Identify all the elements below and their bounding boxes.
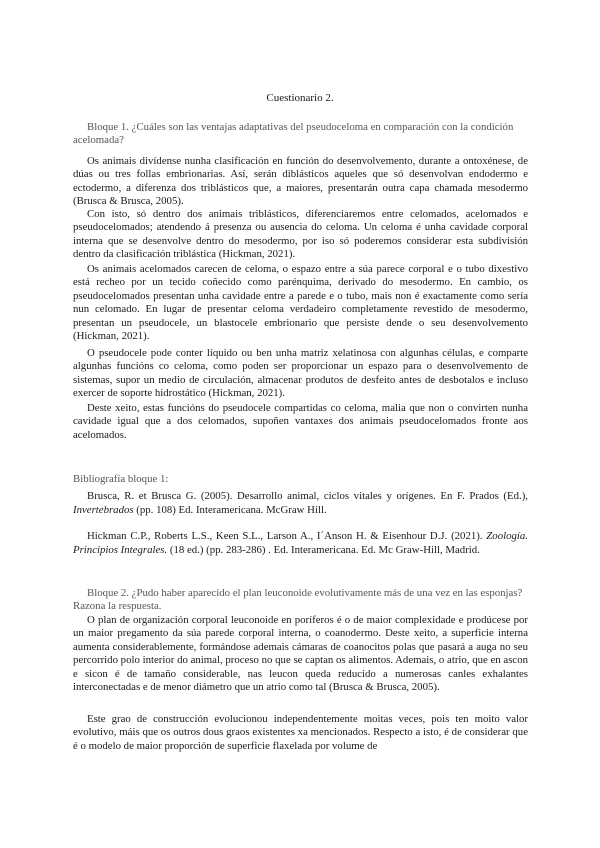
question-block-1: [73, 121, 528, 148]
paragraph-5: Deste xeito, estas funcións do pseudocele compartidas co celoma, malia que non o convirten nunha cavidade igual que a dos celomados, supoñen vantaxes dos animais pseudocelomados fronte aos acelomados.: [73, 402, 528, 441]
question-block-2: [73, 587, 528, 614]
reference-2-authors: Hickman C.P., Roberts L.S., Keen S.L., Larson A., I´Anson H. & Eisenhour D.J. (2021).: [87, 530, 487, 542]
question-block-2-text: Bloque 2. ¿Pudo haber aparecido el plan leuconoide evolutivamente más de una vez en las esponjas? Razona la respuesta.: [73, 587, 523, 613]
reference-2-publisher: (18 ed.) (pp. 283-286) . Ed. Interamericana. Ed. Mc Graw-Hill, Madrid.: [167, 543, 480, 556]
reference-2: [73, 530, 528, 557]
paragraph-3: Os animais acelomados carecen de celoma, o espazo entre a súa parece corporal e o tubo dixestivo está recheo por un tecido coñecido como parénquima, derivado do mesodermo. En cambio, os pseudocelomados presentan unha cavidade entre a parede e o tubo, mais non é exactamente como sería nun celomado. En lugar de presentar celoma verdadeiro completamente revestido de mesodermo, presentan un pseudocele, un blastocele embrionario que persiste dende o seu desenvolvemento (Hickman, 2021).: [73, 263, 528, 343]
paragraph-4: O pseudocele pode conter líquido ou ben unha matriz xelatinosa con algunhas células, e comparte algunhas funcións co celoma, como poden ser proporcionar un espazo para o desenvolvemento de sistemas, supor un medio de circulación, almacenar produtos de desfeito antes de desbotalos e incluso exercer de soporte hidrostático (Hickman, 2021).: [73, 347, 528, 400]
question-block-1-text: Bloque 1. ¿Cuáles son las ventajas adaptativas del pseudoceloma en comparación con la condición acelomada?: [73, 121, 514, 147]
paragraph-6: O plan de organización corporal leuconoide en poríferos é o de maior complexidade e prodúcese por un maior pregamento da súa parede corporal interna, o coanodermo. Deste xeito, a superficie interna aumenta considerablemente, formándose ademais cámaras de coanocitos polas que pasará a auga no seu percorrido polo interior do animal, proceso no que se captan os alimentos. Ademais, o atrio, que en ascon e sicon é de tamaño considerable, nas leucon queda reducido a numerosas canles exhalantes interconectadas e de menor diámetro que un atrio como tal (Brusca & Brusca, 2005).: [73, 614, 528, 694]
reference-1-authors: Brusca, R. et Brusca G. (2005). Desarrollo animal, ciclos vitales y orígenes. En F. Prados (Ed.),: [87, 490, 528, 502]
reference-1-book-title: Invertebrados: [73, 503, 134, 516]
reference-1: [73, 490, 528, 517]
paragraph-2: Con isto, só dentro dos animais triblásticos, diferenciaremos entre celomados, acelomados e pseudocelomados; atendendo á presenza ou ausencia do celoma. Un celoma é unha cavidade corporal interna que se desenvolve dentro do mesodermo, por iso só poderemos considerar esta subdivisión dentro da clasificación triblástica (Hickman, 2021).: [73, 208, 528, 261]
page-title: Cuestionario 2.: [266, 92, 334, 104]
bibliography-heading: Bibliografía bloque 1:: [73, 473, 169, 485]
reference-1-publisher: (pp. 108) Ed. Interamericana. McGraw Hill.: [133, 503, 327, 516]
paragraph-1: Os animais divídense nunha clasificación en función do desenvolvemento, durante a ontoxénese, de dúas ou tres follas embrionarias. Así, serán diblásticos aqueles que só desenvolvan endodermo e ectodermo, a diferenza dos triblásticos que, a maiores, presentarán outra capa chamada mesodermo (Brusca & Brusca, 2005).: [73, 155, 528, 208]
paragraph-7: Este grao de construcción evolucionou independentemente moitas veces, pois ten moito valor evolutivo, máis que os outros dous graos existentes xa mencionados. Respecto a isto, é de considerar que é o modelo de maior proporción de superficie flaxelada por volume de: [73, 713, 528, 752]
reference-2-book-title: Zoología. Principios Integrales.: [73, 530, 528, 556]
